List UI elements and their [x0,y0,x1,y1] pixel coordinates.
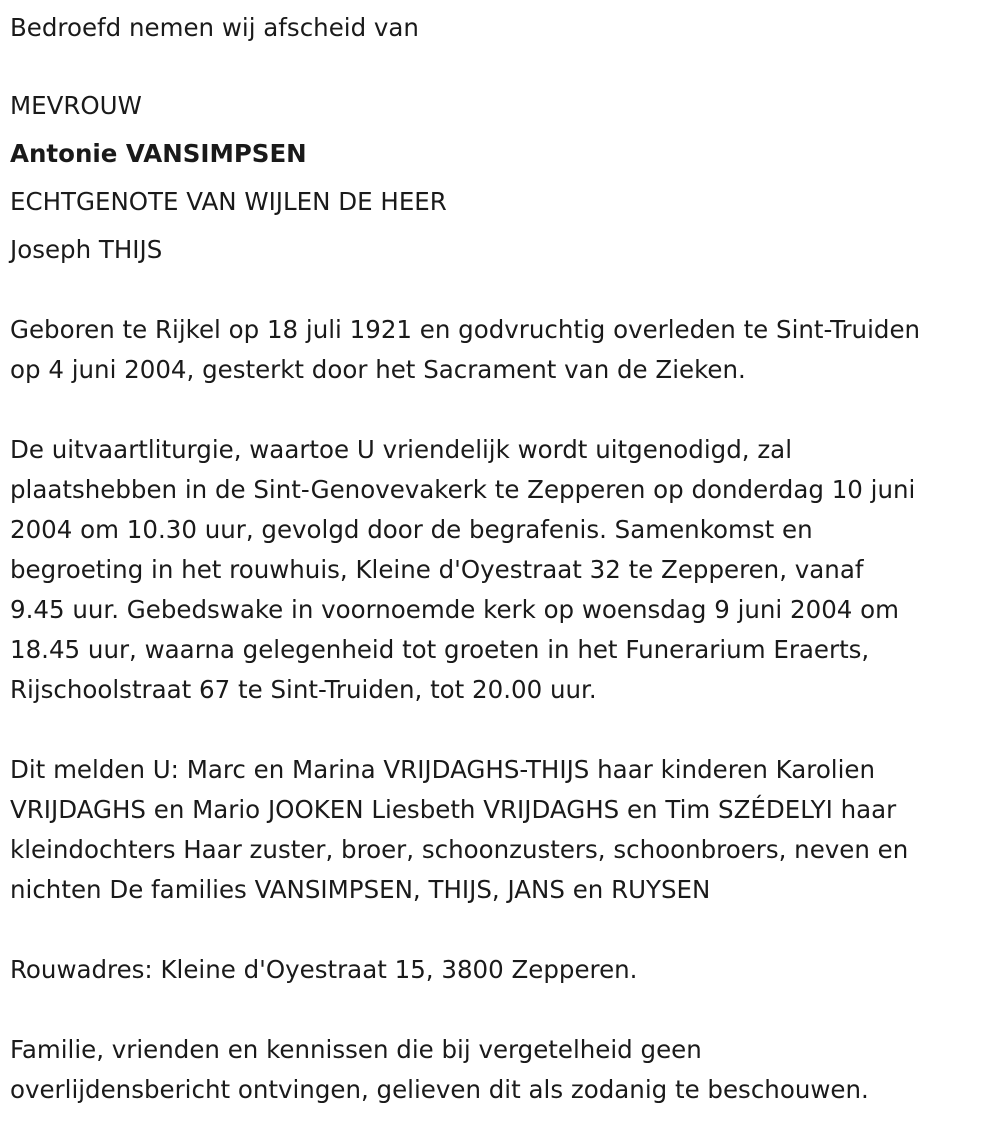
paragraph-line: begroeting in het rouwhuis, Kleine d'Oyestraat 32 te Zepperen, vanaf [10,555,864,584]
paragraph-line: Dit melden U: Marc en Marina VRIJDAGHS-THIJS haar kinderen Karolien [10,755,876,784]
address-paragraph [10,950,637,990]
paragraph-line: 2004 om 10.30 uur, gevolgd door de begrafenis. Samenkomst en [10,515,813,544]
family-paragraph [10,750,908,910]
funeral-paragraph [10,430,915,710]
paragraph-line: op 4 juni 2004, gesterkt door het Sacrament van de Zieken. [10,355,746,384]
birth-death-paragraph [10,310,920,390]
paragraph-line: kleindochters Haar zuster, broer, schoonzusters, schoonbroers, neven en [10,835,909,864]
closing-paragraph [10,1030,869,1110]
title-line: MEVROUW [10,91,142,120]
paragraph-line: VRIJDAGHS en Mario JOOKEN Liesbeth VRIJDAGHS en Tim SZÉDELYI haar [10,795,897,824]
relation-line: ECHTGENOTE VAN WIJLEN DE HEER [10,187,447,216]
spouse-name: Joseph THIJS [10,235,163,264]
paragraph-line: Geboren te Rijkel op 18 juli 1921 en godvruchtig overleden te Sint-Truiden [10,315,921,344]
paragraph-line: 9.45 uur. Gebedswake in voornoemde kerk op woensdag 9 juni 2004 om [10,595,900,624]
address-line: Rouwadres: Kleine d'Oyestraat 15, 3800 Zepperen. [10,955,638,984]
paragraph-line: plaatshebben in de Sint-Genovevakerk te Zepperen op donderdag 10 juni [10,475,916,504]
paragraph-line: Rijschoolstraat 67 te Sint-Truiden, tot 20.00 uur. [10,675,597,704]
paragraph-line: overlijdensbericht ontvingen, gelieven dit als zodanig te beschouwen. [10,1075,869,1104]
deceased-name: Antonie VANSIMPSEN [10,139,307,168]
paragraph-line: De uitvaartliturgie, waartoe U vriendelijk wordt uitgenodigd, zal [10,435,793,464]
paragraph-line: nichten De families VANSIMPSEN, THIJS, JANS en RUYSEN [10,875,711,904]
paragraph-line: Familie, vrienden en kennissen die bij vergetelheid geen [10,1035,702,1064]
intro-line: Bedroefd nemen wij afscheid van [10,13,419,42]
paragraph-line: 18.45 uur, waarna gelegenheid tot groeten in het Funerarium Eraerts, [10,635,870,664]
